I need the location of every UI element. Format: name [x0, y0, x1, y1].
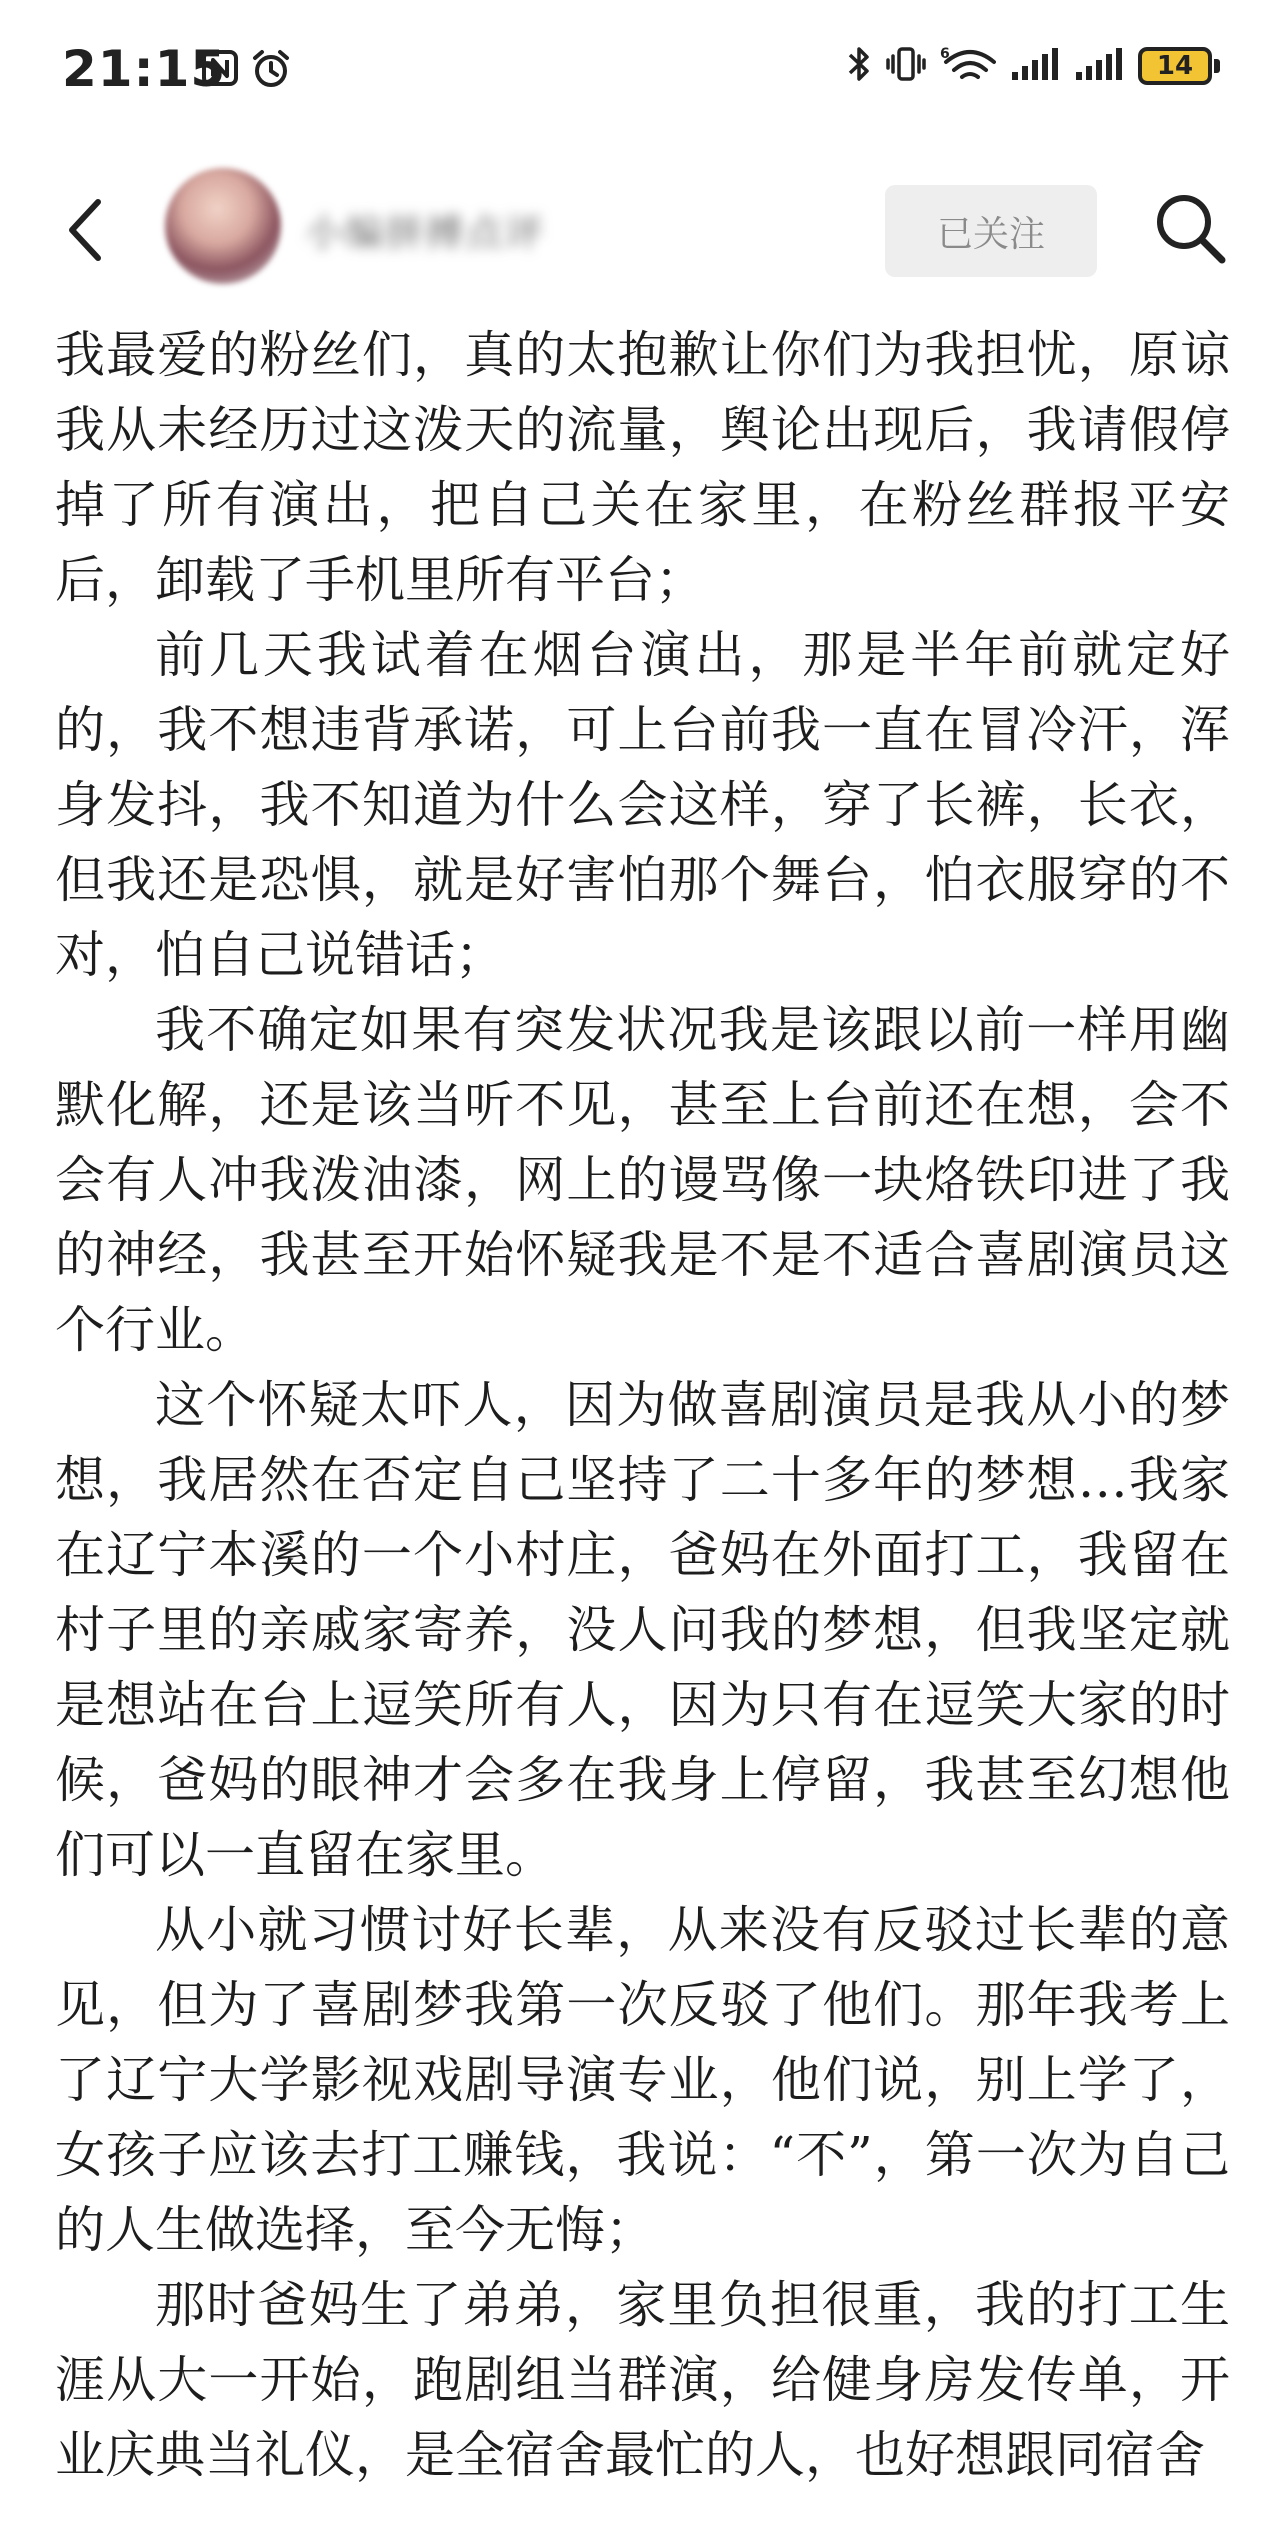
account-name[interactable]: 小编拼搏点评	[305, 211, 546, 255]
alarm-icon	[250, 48, 292, 94]
signal-icon	[1010, 44, 1060, 88]
search-button[interactable]	[1150, 188, 1230, 268]
wifi-icon	[940, 44, 996, 88]
battery-level: 14	[1138, 47, 1212, 85]
back-arrow-icon	[50, 190, 130, 270]
article-paragraph: 这个怀疑太吓人，因为做喜剧演员是我从小的梦想，我居然在否定自己坚持了二十多年的梦想…我家在辽宁本溪的一个小村庄，爸妈在外面打工，我留在村子里的亲戚家寄养，没人问我的梦想，但我坚定就是想站在台上逗笑所有人，因为只有在逗笑大家的时候，爸妈的眼神才会多在我身上停留，我甚至幻想他们可以一直留在家里。	[55, 1376, 1230, 1884]
search-icon	[1150, 188, 1230, 268]
avatar[interactable]	[165, 168, 281, 284]
battery-tip	[1214, 59, 1220, 73]
article-paragraph: 从小就习惯讨好长辈，从来没有反驳过长辈的意见，但为了喜剧梦我第一次反驳了他们。那年我考上了辽宁大学影视戏剧导演专业，他们说，别上学了，女孩子应该去打工赚钱，我说：“不”，第一次为自己的人生做选择，至今无悔；	[55, 1901, 1230, 2259]
article-paragraph: 我不确定如果有突发状况我是该跟以前一样用幽默化解，还是该当听不见，甚至上台前还在想，会不会有人冲我泼油漆，网上的谩骂像一块烙铁印进了我的神经，我甚至开始怀疑我是不是不适合喜剧演员这个行业。	[55, 1001, 1230, 1359]
battery-icon	[1138, 47, 1220, 85]
status-left-icons	[200, 48, 292, 94]
svg-text:6: 6	[940, 46, 950, 62]
vibrate-icon	[886, 44, 926, 88]
bluetooth-icon	[846, 44, 872, 88]
status-time: 21:15	[62, 40, 227, 98]
status-right-icons	[846, 44, 1220, 88]
signal-icon	[1074, 44, 1124, 88]
follow-button[interactable]: 已关注	[885, 185, 1097, 277]
article-body	[55, 318, 1230, 2493]
header	[0, 150, 1280, 310]
back-button[interactable]	[50, 190, 130, 270]
article-paragraph: 前几天我试着在烟台演出，那是半年前就定好的，我不想违背承诺，可上台前我一直在冒冷汗，浑身发抖，我不知道为什么会这样，穿了长裤，长衣，但我还是恐惧，就是好害怕那个舞台，怕衣服穿的不对，怕自己说错话；	[55, 626, 1230, 984]
nfc-icon	[200, 48, 240, 94]
status-bar	[0, 0, 1280, 140]
article-paragraph: 那时爸妈生了弟弟，家里负担很重，我的打工生涯从大一开始，跑剧组当群演，给健身房发传单，开业庆典当礼仪，是全宿舍最忙的人，也好想跟同宿舍	[55, 2276, 1230, 2484]
article-paragraph: 我最爱的粉丝们，真的太抱歉让你们为我担忧，原谅我从未经历过这泼天的流量，舆论出现后，我请假停掉了所有演出，把自己关在家里，在粉丝群报平安后，卸载了手机里所有平台；	[55, 326, 1230, 609]
